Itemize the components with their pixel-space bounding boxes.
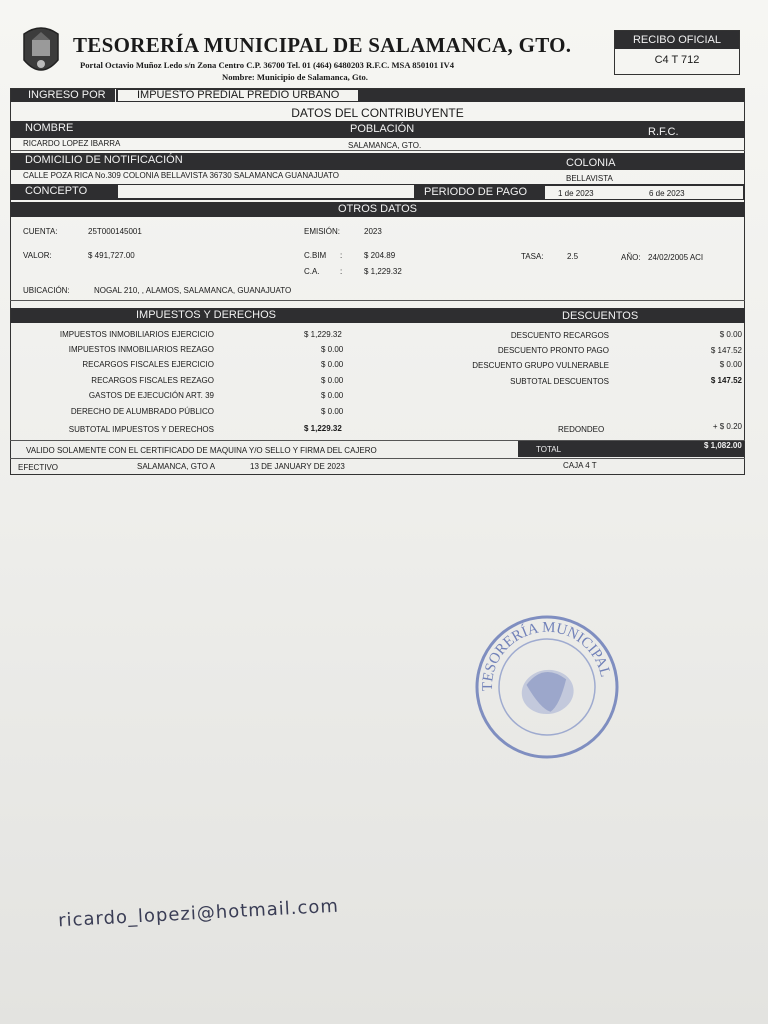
periodo-hasta: 6 de 2023: [649, 189, 685, 198]
domicilio-value: CALLE POZA RICA No.309 COLONIA BELLAVISTA 36730 SALAMANCA GUANAJUATO: [23, 171, 339, 180]
fecha: 13 DE JANUARY DE 2023: [250, 462, 345, 471]
caja: CAJA 4 T: [563, 461, 597, 470]
redondeo-label: REDONDEO: [558, 425, 605, 434]
impuesto-amount: $ 0.00: [321, 407, 344, 416]
page-title: TESORERÍA MUNICIPAL DE SALAMANCA, GTO.: [73, 33, 572, 57]
valor-value: $ 491,727.00: [88, 251, 135, 260]
valido-note: VALIDO SOLAMENTE CON EL CERTIFICADO DE MAQUINA Y/O SELLO Y FIRMA DEL CAJERO: [26, 446, 377, 455]
impuesto-amount: $ 0.00: [321, 391, 344, 400]
ca-colon: :: [340, 267, 343, 276]
descuento-amount: $ 0.00: [719, 360, 742, 369]
total-label: TOTAL: [536, 445, 562, 454]
impuesto-label: IMPUESTOS INMOBILIARIOS REZAGO: [68, 345, 214, 354]
descuentos-title: DESCUENTOS: [562, 310, 639, 322]
impuestos-subtotal: $ 1,229.32: [304, 424, 342, 433]
ca-value: $ 1,229.32: [364, 267, 402, 276]
tasa-label: TASA:: [521, 252, 544, 261]
descuento-label: DESCUENTO GRUPO VULNERABLE: [472, 361, 609, 370]
impuesto-amount: $ 1,229.32: [304, 330, 342, 339]
divider: [10, 458, 745, 459]
redondeo-value: + $ 0.20: [712, 422, 742, 431]
municipal-seal-logo: [18, 20, 64, 82]
colonia-label: COLONIA: [566, 157, 616, 169]
descuentos-subtotal-label: SUBTOTAL DESCUENTOS: [510, 377, 609, 386]
periodo-desde: 1 de 2023: [558, 189, 594, 198]
anio-label: AÑO:: [621, 253, 641, 262]
divider: [10, 300, 745, 301]
descuento-amount: $ 147.52: [710, 346, 742, 355]
cuenta-value: 25T000145001: [88, 227, 142, 236]
colonia-value: BELLAVISTA: [566, 174, 613, 183]
cbim-value: $ 204.89: [364, 251, 396, 260]
descuentos-subtotal: $ 147.52: [710, 376, 742, 385]
tasa-value: 2.5: [567, 252, 579, 261]
ca-label: C.A.: [304, 267, 320, 276]
contribuyente-title: DATOS DEL CONTRIBUYENTE: [291, 106, 464, 120]
rfc-label: R.F.C.: [648, 126, 679, 138]
anio-value: 24/02/2005 ACI: [648, 253, 704, 262]
cbim-label: C.BIM: [304, 251, 327, 260]
impuesto-label: RECARGOS FISCALES REZAGO: [91, 376, 214, 385]
impuestos-title: IMPUESTOS Y DERECHOS: [136, 309, 276, 321]
header-municipality: Nombre: Municipio de Salamanca, Gto.: [222, 72, 368, 82]
ingreso-label: [11, 89, 115, 102]
impuesto-label: GASTOS DE EJECUCIÓN ART. 39: [88, 391, 214, 400]
nombre-value: RICARDO LOPEZ IBARRA: [23, 139, 121, 148]
cuenta-label: CUENTA:: [23, 227, 58, 236]
domicilio-label: DOMICILIO DE NOTIFICACIÓN: [25, 154, 183, 166]
impuesto-amount: $ 0.00: [321, 376, 344, 385]
impuesto-amount: $ 0.00: [321, 360, 344, 369]
receipt-box: [614, 30, 740, 75]
ubicacion-label: UBICACIÓN:: [23, 286, 70, 295]
stamp-text: TESORERÍA MUNICIPAL · SALAMANCA, GTO.: [462, 610, 613, 692]
receipt-label: RECIBO OFICIAL: [615, 31, 739, 49]
official-stamp: [462, 602, 631, 771]
ingreso-label-text: INGRESO POR: [28, 89, 106, 101]
cbim-colon: :: [340, 251, 343, 260]
impuesto-label: RECARGOS FISCALES EJERCICIO: [82, 360, 214, 369]
handwritten-email: ricardo_lopezi@hotmail.com: [57, 895, 340, 932]
divider: [10, 150, 745, 151]
lugar: SALAMANCA, GTO A: [137, 462, 216, 471]
impuesto-label: IMPUESTOS INMOBILIARIOS EJERCICIO: [59, 330, 214, 339]
ubicacion-value: NOGAL 210, , ALAMOS, SALAMANCA, GUANAJUATO: [94, 286, 292, 295]
concepto-label: CONCEPTO: [25, 185, 88, 197]
nombre-label: NOMBRE: [25, 122, 74, 134]
descuento-label: DESCUENTO RECARGOS: [510, 331, 609, 340]
poblacion-label: POBLACIÓN: [350, 123, 415, 135]
impuesto-label: DERECHO DE ALUMBRADO PÚBLICO: [70, 407, 214, 416]
forma-pago: EFECTIVO: [18, 463, 59, 472]
impuestos-subtotal-label: SUBTOTAL IMPUESTOS Y DERECHOS: [68, 425, 214, 434]
otros-title: OTROS DATOS: [337, 203, 418, 215]
receipt-number: C4 T 712: [654, 54, 700, 66]
emision-value: 2023: [364, 227, 382, 236]
impuesto-amount: $ 0.00: [321, 345, 344, 354]
valor-label: VALOR:: [23, 251, 52, 260]
periodo-label: PERIODO DE PAGO: [424, 186, 528, 198]
emision-label: EMISIÓN:: [304, 227, 341, 236]
poblacion-value: SALAMANCA, GTO.: [348, 141, 422, 150]
total-value: $ 1,082.00: [704, 441, 742, 450]
concepto-value-box: [118, 185, 414, 198]
descuento-amount: $ 0.00: [719, 330, 742, 339]
descuento-label: DESCUENTO PRONTO PAGO: [497, 346, 609, 355]
header-address: Portal Octavio Muñoz Ledo s/n Zona Centro C.P. 36700 Tel. 01 (464) 6480203 R.F.C. MSA 850101 IV4: [80, 60, 454, 70]
ingreso-value-text: IMPUESTO PREDIAL PREDIO URBANO: [137, 89, 340, 101]
